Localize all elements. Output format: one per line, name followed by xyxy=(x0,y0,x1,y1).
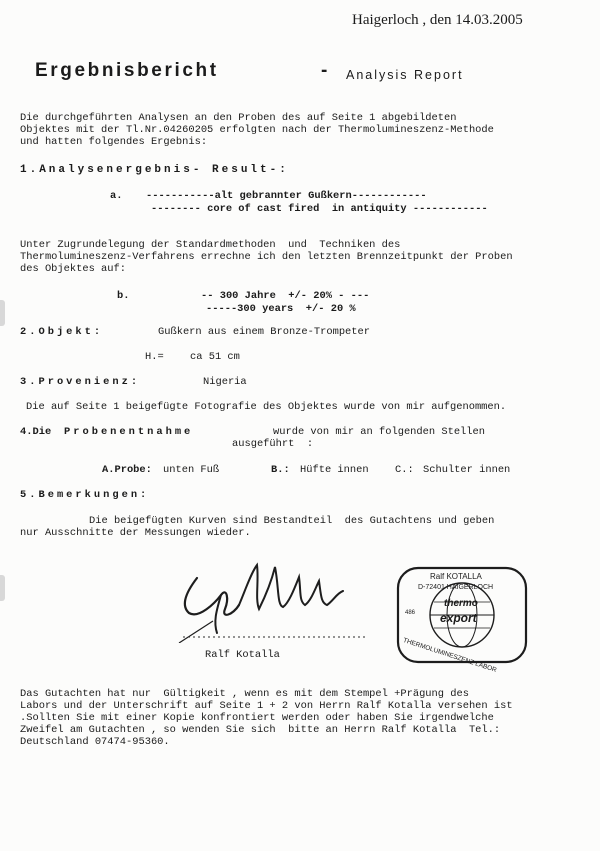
probe-a-label: A.Probe: xyxy=(102,464,152,476)
place-date: Haigerloch , den 14.03.2005 xyxy=(352,12,523,28)
report-title: Ergebnisbericht xyxy=(35,60,219,81)
remarks-heading: 5.Bemerkungen: xyxy=(20,489,150,501)
intro-line: und hatten folgendes Ergebnis: xyxy=(20,136,208,148)
method-line: des Objektes auf: xyxy=(20,263,127,275)
intro-line: Die durchgeführten Analysen an den Proben des auf Seite 1 abgebildeten xyxy=(20,112,457,124)
title-dash: - xyxy=(321,60,328,81)
footer-line: .Sollten Sie mit einer Kopie konfrontiert werden oder haben Sie irgendwelche xyxy=(20,712,494,724)
footer-line: Zweifel am Gutachten , so wenden Sie sich bitte an Herrn Ralf Kotalla Tel.: xyxy=(20,724,501,736)
sampling-heading: Probenentnahme xyxy=(64,426,194,438)
method-line: Unter Zugrundelegung der Standardmethoden und Techniken des xyxy=(20,239,401,251)
probe-b-value: Hüfte innen xyxy=(300,464,369,476)
provenance-heading: 3.Provenienz: xyxy=(20,376,141,388)
result-a-label: a. xyxy=(110,190,123,202)
result-a-german: -----------alt gebrannter Gußkern------------ xyxy=(146,190,427,202)
result-a-english: -------- core of cast fired in antiquity ------------ xyxy=(151,203,488,215)
probe-a-value: unten Fuß xyxy=(163,464,220,476)
hole-punch-mark xyxy=(0,575,5,601)
stamp-center-text: export xyxy=(440,611,477,625)
stamp-top-text: Ralf KOTALLA xyxy=(430,572,482,581)
sampling-heading-number: 4.Die xyxy=(20,426,52,438)
sampling-text: ausgeführt : xyxy=(232,438,314,450)
method-line: Thermolumineszenz-Verfahrens errechne ich den letzten Brennzeitpunkt der Proben xyxy=(20,251,513,263)
sampling-text: wurde von mir an folgenden Stellen xyxy=(273,426,486,438)
height-label: H.= xyxy=(145,351,164,363)
remarks-line: Die beigefügten Kurven sind Bestandteil des Gutachtens und geben xyxy=(89,515,495,527)
probe-c-value: Schulter innen xyxy=(423,464,511,476)
stamp-bottom-text: THERMOLUMINESZENZ LABOR xyxy=(402,637,498,674)
probe-b-label: B.: xyxy=(271,464,290,476)
report-subtitle: Analysis Report xyxy=(346,68,464,82)
remarks-line: nur Ausschnitte der Messungen wieder. xyxy=(20,527,251,539)
object-value: Gußkern aus einem Bronze-Trompeter xyxy=(158,326,371,338)
result-b-english: -----300 years +/- 20 % xyxy=(206,303,356,315)
result-heading: 1.Analysenergebnis- Result-: xyxy=(20,164,289,176)
photo-note: Die auf Seite 1 beigefügte Fotografie des Objektes wurde von mir aufgenommen. xyxy=(26,401,507,413)
stamp-center-text: thermo xyxy=(444,598,478,609)
footer-line: Labors und der Unterschrift auf Seite 1 + 2 von Herrn Ralf Kotalla versehen ist xyxy=(20,700,513,712)
footer-line: Das Gutachten hat nur Gültigkeit , wenn es mit dem Stempel +Prägung des xyxy=(20,688,469,700)
stamp-small-number: 486 xyxy=(405,610,416,616)
intro-line: Objektes mit der Tl.Nr.04260205 erfolgten nach der Thermolumineszenz-Methode xyxy=(20,124,494,136)
signature-graphic xyxy=(175,543,375,643)
object-heading: 2.Objekt: xyxy=(20,326,104,338)
laboratory-stamp xyxy=(396,566,528,674)
signature-name: Ralf Kotalla xyxy=(205,649,280,661)
height-value: ca 51 cm xyxy=(190,351,240,363)
hole-punch-mark xyxy=(0,300,5,326)
provenance-value: Nigeria xyxy=(203,376,247,388)
footer-line: Deutschland 07474-95360. xyxy=(20,736,170,748)
result-b-german: -- 300 Jahre +/- 20% - --- xyxy=(201,290,370,302)
result-b-label: b. xyxy=(117,290,130,302)
stamp-address: D-72401 HAIGERLOCH xyxy=(418,584,494,591)
probe-c-label: C.: xyxy=(395,464,414,476)
